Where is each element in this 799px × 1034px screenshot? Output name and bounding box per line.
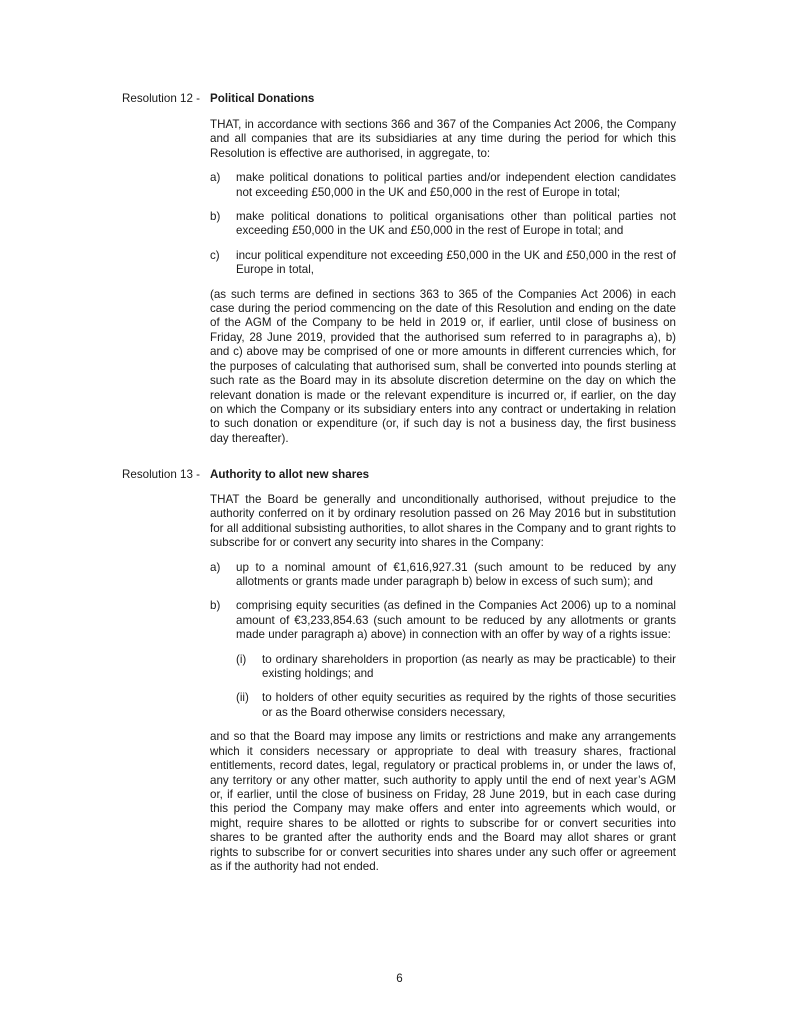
- resolution-13-intro: THAT the Board be generally and unconditionally authorised, without prejudice to the authority conferred on it by ordinary resolution passed on 26 May 2016 but in substitution for all additional subsisting authorities, to allot shares in the Company and to grant rights to subscribe for or convert any security into shares in the Company:: [210, 493, 676, 550]
- list-item-text: to holders of other equity securities as required by the rights of those securities or as the Board otherwise considers necessary,: [262, 691, 676, 719]
- resolution-12-closing: (as such terms are defined in sections 363 to 365 of the Companies Act 2006) in each case during the period commencing on the date of this Resolution and ending on the date of the AGM of the Company to be held in 2019 or, if earlier, until close of business on Friday, 28 June 2019, provided that the authorised sum referred to in paragraphs a), b) and c) above may be comprised of one or more amounts in different currencies which, for the purposes of calculating that authorised sum, shall be converted into pounds sterling at such rate as the Board may in its absolute discretion determine on the day on which the relevant donation is made or the relevant expenditure is incurred or, if earlier, on the day on which the Company or its subsidiary enters into any contract or undertaking in relation to such donation or expenditure (or, if such day is not a business day, the first business day thereafter).: [210, 287, 676, 445]
- resolution-12-item-a: [210, 171, 676, 200]
- list-marker: b): [210, 599, 221, 613]
- list-item-text: make political donations to political parties and/or independent election candidates not exceeding £50,000 in the UK and £50,000 in the rest of Europe in total;: [236, 171, 676, 199]
- list-marker: c): [210, 248, 220, 262]
- resolution-13-label: Resolution 13 -: [122, 468, 200, 481]
- list-marker: (ii): [236, 691, 249, 705]
- page-number: 6: [396, 972, 403, 985]
- list-item-text: make political donations to political organisations other than political parties not exceeding £50,000 in the UK and £50,000 in the rest of Europe in total; and: [236, 210, 676, 238]
- list-marker: a): [210, 171, 221, 185]
- resolution-13-heading: [122, 468, 369, 482]
- resolution-13-item-b: [210, 599, 676, 642]
- list-marker: b): [210, 210, 221, 224]
- resolution-13-subitem-ii: [236, 691, 676, 720]
- list-marker: (i): [236, 652, 247, 666]
- resolution-12-intro: THAT, in accordance with sections 366 and 367 of the Companies Act 2006, the Company and all companies that are its subsidiaries at any time during the period for which this Resolution is effective are authorised, in aggregate, to:: [210, 118, 676, 160]
- resolution-12-title: Political Donations: [210, 92, 315, 105]
- resolution-12-item-b: [210, 210, 676, 239]
- resolution-13-item-a: [210, 561, 676, 590]
- resolution-12-label: Resolution 12 -: [122, 92, 200, 105]
- resolution-12-heading: [122, 92, 314, 106]
- resolution-12-body: [210, 118, 676, 446]
- list-item-text: incur political expenditure not exceeding £50,000 in the UK and £50,000 in the rest of Europe in total,: [236, 248, 676, 277]
- resolution-13-body: [210, 493, 676, 874]
- list-item-text: to ordinary shareholders in proportion (as nearly as may be practicable) to their existing holdings; and: [262, 652, 676, 681]
- list-marker: a): [210, 560, 221, 574]
- list-item-text: up to a nominal amount of €1,616,927.31 (such amount to be reduced by any allotments or grants made under paragraph b) below in excess of such sum); and: [236, 560, 676, 589]
- resolution-12-item-c: [210, 249, 676, 278]
- resolution-13-title: Authority to allot new shares: [210, 468, 370, 481]
- resolution-13-subitem-i: [236, 653, 676, 682]
- resolution-13-closing: and so that the Board may impose any limits or restrictions and make any arrangements which it considers necessary or appropriate to deal with treasury shares, fractional entitlements, record dates, legal, regulatory or practical problems in, or under the laws of, any territory or any other matter, such authority to apply until the end of next year’s AGM or, if earlier, until the close of business on Friday, 28 June 2019, but in each case during this period the Company may make offers and enter into agreements which would, or might, require shares to be allotted or rights to subscribe for or convert securities into shares to be granted after the authority ends and the Board may allot shares or grant rights to subscribe for or convert securities into shares under any such offer or agreement as if the authority had not ended.: [210, 730, 676, 873]
- list-item-text: comprising equity securities (as defined in the Companies Act 2006) up to a nominal amount of €3,233,854.63 (such amount to be reduced by any allotments or grants made under paragraph a) above) in connection with an offer by way of a rights issue:: [236, 599, 676, 642]
